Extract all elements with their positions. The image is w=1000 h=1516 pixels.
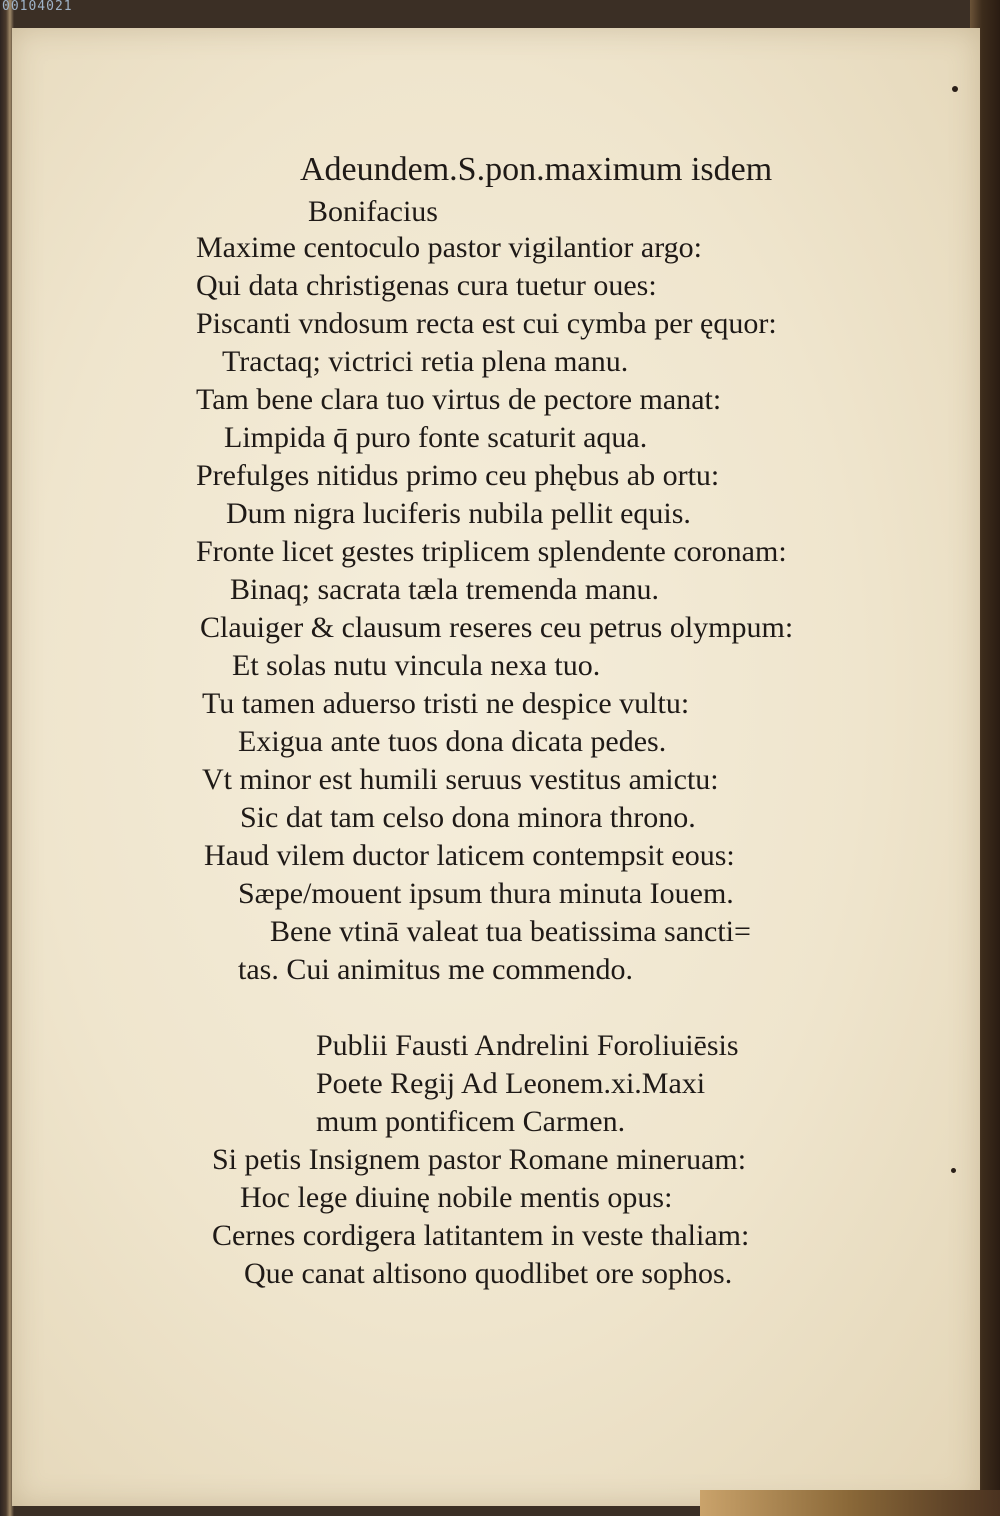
heading-2-line-1: Publii Fausti Andrelini Foroliuiēsis (316, 1029, 739, 1062)
poem-1-line: Sic dat tam celso dona minora throno. (240, 801, 696, 834)
poem-1-line: Bene vtinā valeat tua beatissima sancti= (270, 915, 751, 948)
poem-2-line: Si petis Insignem pastor Romane mineruam: (212, 1143, 747, 1176)
book-cover-edge (700, 1490, 1000, 1516)
poem-2-line: Hoc lege diuinę nobile mentis opus: (240, 1181, 673, 1214)
poem-1-line: Clauiger & clausum reseres ceu petrus olympum: (200, 611, 794, 644)
book-page (12, 28, 980, 1506)
poem-1-line: Piscanti vndosum recta est cui cymba per ęquor: (196, 307, 777, 340)
heading-2-line-2: Poete Regij Ad Leonem.xi.Maxi (316, 1067, 706, 1100)
poem-2-line: Cernes cordigera latitantem in veste thaliam: (212, 1219, 750, 1252)
heading-1-line-1: Adeundem.S.pon.maximum isdem (300, 151, 773, 188)
poem-1-line: Prefulges nitidus primo ceu phębus ab ortu: (196, 459, 720, 492)
poem-1-line: Tractaq; victrici retia plena manu. (222, 345, 629, 378)
scan-id-label: 00104021 (2, 0, 73, 14)
poem-1-line: Qui data christigenas cura tuetur oues: (196, 269, 657, 302)
page-text (12, 28, 980, 1506)
poem-1-line: Sæpe/mouent ipsum thura minuta Iouem. (238, 877, 734, 910)
heading-2-line-3: mum pontificem Carmen. (316, 1105, 626, 1138)
poem-1-line: Dum nigra luciferis nubila pellit equis. (226, 497, 691, 530)
heading-1-line-2: Bonifacius (308, 195, 438, 228)
poem-1-line: Vt minor est humili seruus vestitus amictu: (202, 763, 719, 796)
poem-1-line: Haud vilem ductor laticem contempsit eous: (204, 839, 735, 872)
poem-1-line: Et solas nutu vincula nexa tuo. (232, 649, 601, 682)
poem-1-line: Limpida q̄ puro fonte scaturit aqua. (224, 421, 648, 454)
poem-1-line: Tu tamen aduerso tristi ne despice vultu: (202, 687, 690, 720)
poem-1-line: Exigua ante tuos dona dicata pedes. (238, 725, 667, 758)
poem-1-line: Fronte licet gestes triplicem splendente coronam: (196, 535, 787, 568)
poem-2-line: Que canat altisono quodlibet ore sophos. (244, 1257, 733, 1290)
poem-1-line: tas. Cui animitus me commendo. (238, 953, 633, 986)
poem-1-line: Maxime centoculo pastor vigilantior argo: (196, 231, 702, 264)
poem-1-line: Binaq; sacrata tæla tremenda manu. (230, 573, 660, 606)
poem-1-line: Tam bene clara tuo virtus de pectore manat: (196, 383, 722, 416)
